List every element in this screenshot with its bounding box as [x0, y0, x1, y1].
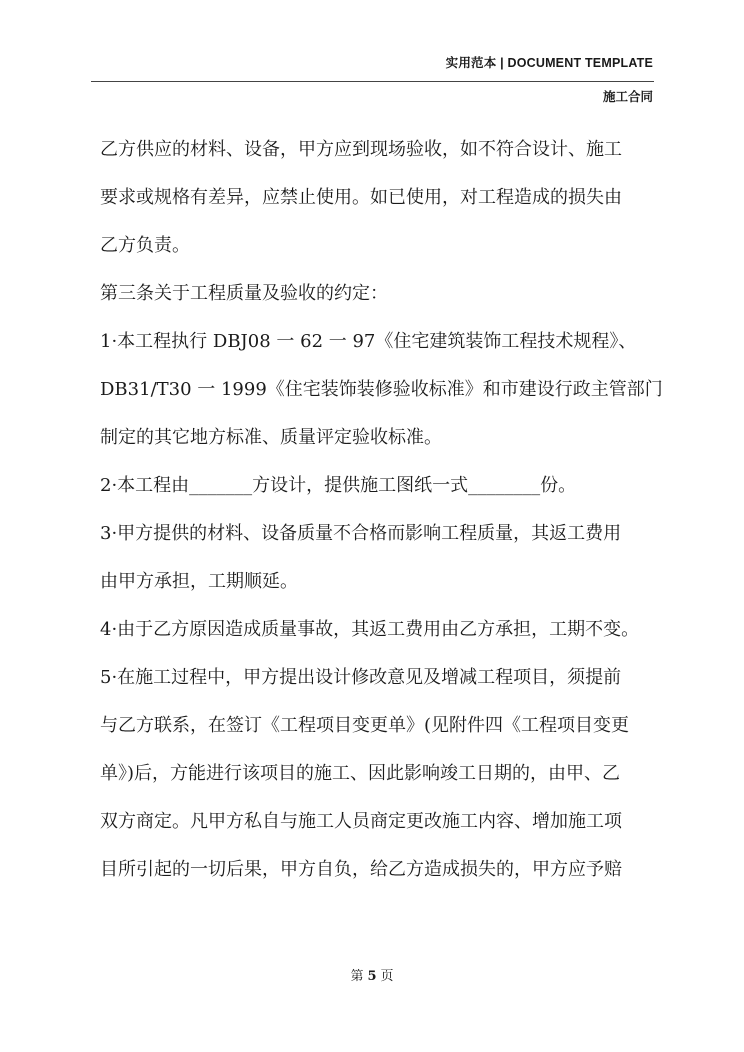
section-heading: 第三条关于工程质量及验收的约定：	[100, 283, 388, 304]
body-line: 4·由于乙方原因造成质量事故，其返工费用由乙方承担，工期不变。	[100, 619, 640, 640]
body-line: 目所引起的一切后果，甲方自负，给乙方造成损失的，甲方应予赔	[100, 859, 622, 880]
body-line: 3·甲方提供的材料、设备质量不合格而影响工程质量，其返工费用	[100, 523, 622, 544]
page-number: 5	[367, 969, 377, 984]
page-suffix: 页	[380, 969, 394, 984]
body-line: 1·本工程执行 DBJ08 一 62 一 97《住宅建筑装饰工程技术规程》、	[100, 331, 637, 352]
body-line: 单》)后，方能进行该项目的施工、因此影响竣工日期的，由甲、乙	[100, 763, 621, 784]
page-number-footer	[0, 965, 744, 984]
header-divider	[91, 81, 654, 82]
body-line: 制定的其它地方标准、质量评定验收标准。	[100, 427, 442, 448]
body-line: 乙方供应的材料、设备，甲方应到现场验收，如不符合设计、施工	[100, 139, 622, 160]
body-line: 要求或规格有差异，应禁止使用。如已使用，对工程造成的损失由	[100, 187, 622, 208]
document-type-label: 施工合同	[602, 90, 653, 104]
body-line: DB31/T30 一 1999《住宅装饰装修验收标准》和市建设行政主管部门	[100, 379, 663, 400]
body-line: 双方商定。凡甲方私自与施工人员商定更改施工内容、增加施工项	[100, 811, 622, 832]
header-brand: 实用范本 | DOCUMENT TEMPLATE	[445, 56, 653, 70]
page-prefix: 第	[350, 969, 364, 984]
body-line: 与乙方联系，在签订《工程项目变更单》(见附件四《工程项目变更	[100, 715, 630, 736]
body-line: 由甲方承担，工期顺延。	[100, 571, 298, 592]
contract-body	[100, 126, 663, 894]
body-line: 5·在施工过程中，甲方提出设计修改意见及增减工程项目，须提前	[100, 667, 622, 688]
body-line: 2·本工程由_______方设计，提供施工图纸一式________份。	[100, 475, 577, 496]
body-line: 乙方负责。	[100, 235, 190, 256]
